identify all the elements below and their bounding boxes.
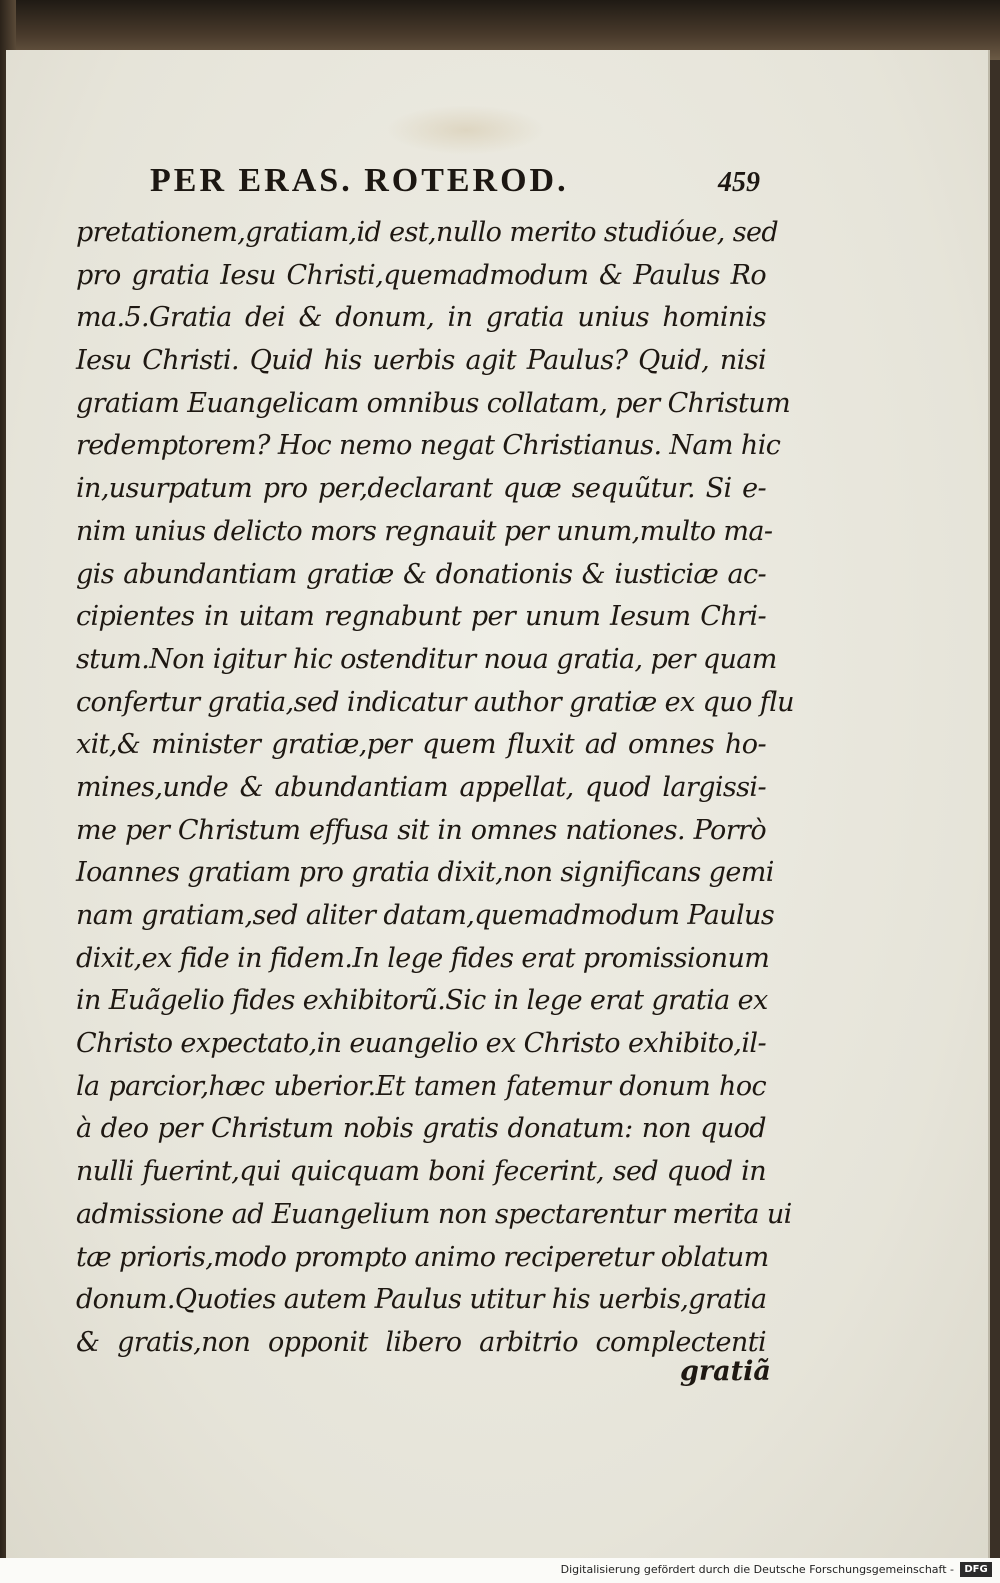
text-line: cipientes in uitam regnabunt per unum Iesum Chri- <box>76 601 766 633</box>
footer-credit: Digitalisierung gefördert durch die Deutsche Forschungsgemeinschaft - <box>560 1563 954 1576</box>
text-line: Iesu Christi. Quid his uerbis agit Paulus? Quid, nisi <box>76 345 766 377</box>
text-line: nim unius delicto mors regnauit per unum,multo ma- <box>76 515 773 547</box>
text-line: nulli fuerint,qui quicquam boni fecerint, sed quod in <box>76 1156 766 1188</box>
text-line: la parcior,hæc uberior.Et tamen fatemur donum hoc <box>76 1070 766 1102</box>
text-line: admissione ad Euangelium non spectarentur merita ui <box>76 1198 792 1230</box>
text-line: dixit,ex fide in fidem.In lege fides erat promissionum <box>76 942 770 974</box>
text-line: donum.Quoties autem Paulus utitur his uerbis,gratia <box>76 1284 767 1316</box>
text-line: in Euãgelio fides exhibitorũ.Sic in lege erat gratia ex <box>76 985 768 1017</box>
text-line: mines,unde & abundantiam appellat, quod largissi- <box>76 771 766 803</box>
running-head <box>150 162 760 202</box>
text-line: gis abundantiam gratiæ & donationis & iusticiæ ac- <box>76 558 766 590</box>
text-line: pro gratia Iesu Christi,quemadmodum & Paulus Ro <box>76 259 766 291</box>
text-line: Christo expectato,in euangelio ex Christo exhibito,il- <box>76 1028 766 1060</box>
text-line: Ioannes gratiam pro gratia dixit,non significans gemi <box>76 857 774 889</box>
text-line: pretationem,gratiam,id est,nullo merito studióue, sed <box>76 217 779 248</box>
text-line: confertur gratia,sed indicatur author gratiæ ex quo flu <box>76 686 794 718</box>
paper-stain <box>386 105 546 155</box>
page-number: 459 <box>718 167 760 198</box>
text-line: à deo per Christum nobis gratis donatum: non quod <box>76 1113 766 1145</box>
text-line: & gratis,non opponit libero arbitrio complectenti <box>76 1326 766 1358</box>
text-line: nam gratiam,sed aliter datam,quemadmodum Paulus <box>76 900 775 931</box>
text-line: gratiam Euangelicam omnibus collatam, per Christum <box>76 387 791 419</box>
body-text <box>76 212 794 1365</box>
text-line: redemptorem? Hoc nemo negat Christianus. Nam hic <box>76 430 781 462</box>
catchword: gratiã <box>680 1356 771 1387</box>
text-line: stum.Non igitur hic ostenditur noua gratia, per quam <box>76 643 777 675</box>
text-line: tæ prioris,modo prompto animo reciperetur oblatum <box>76 1241 769 1273</box>
text-line: me per Christum effusa sit in omnes nationes. Porrò <box>76 814 766 846</box>
text-line: xit,& minister gratiæ,per quem fluxit ad omnes ho- <box>76 729 766 761</box>
text-line: in,usurpatum pro per,declarant quæ sequũtur. Si e- <box>76 473 766 505</box>
dfg-logo-icon: DFG <box>960 1562 992 1577</box>
running-head-title: PER ERAS. ROTEROD. <box>150 162 569 199</box>
digitization-footer <box>0 1558 1000 1583</box>
text-line: ma.5.Gratia dei & donum, in gratia unius hominis <box>76 302 766 334</box>
